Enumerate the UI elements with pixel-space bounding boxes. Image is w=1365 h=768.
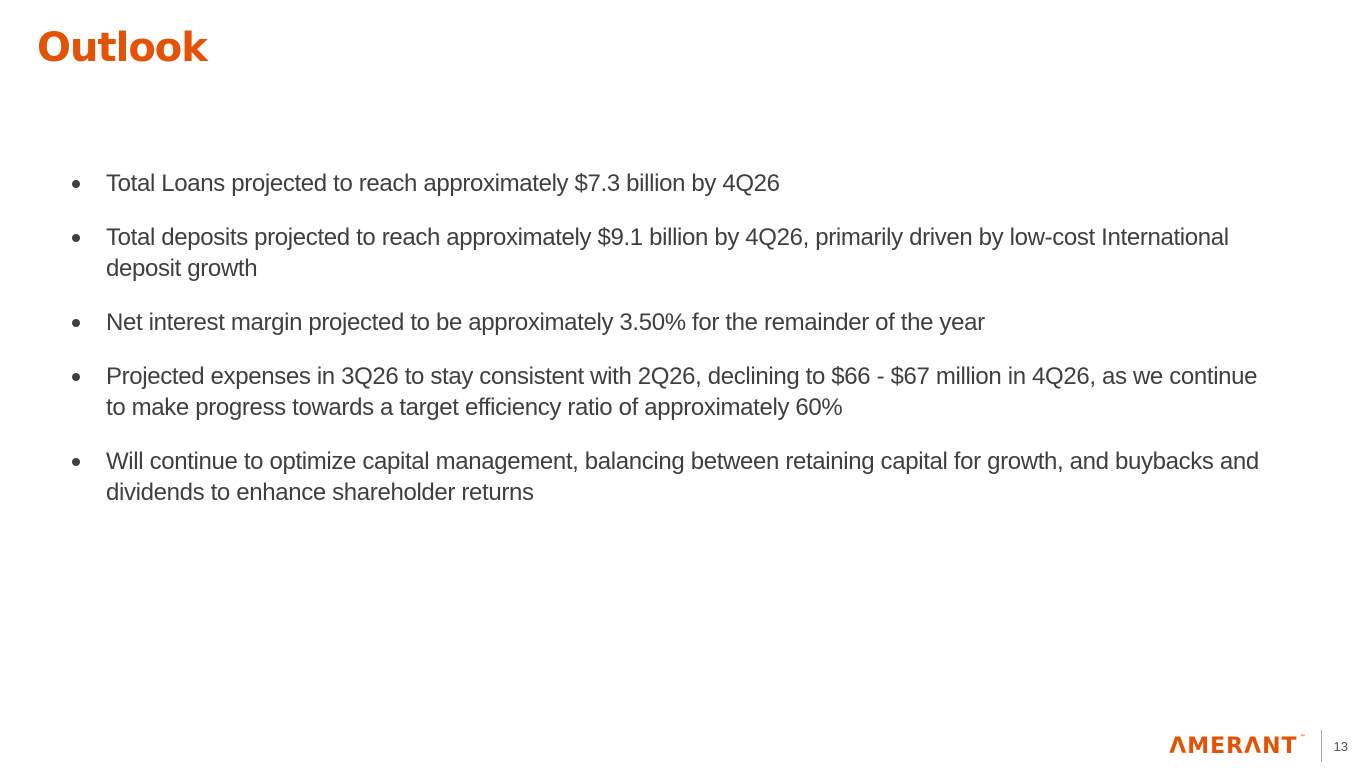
bullet-item bbox=[72, 222, 1272, 284]
bullet-dot-icon bbox=[72, 319, 80, 327]
bullet-text: Will continue to optimize capital management, balancing between retaining capital for growth, and buybacks and dividends to enhance shareholder returns bbox=[106, 448, 1259, 506]
bullet-item bbox=[72, 446, 1272, 508]
bullet-dot-icon bbox=[72, 180, 80, 188]
bullet-text: Projected expenses in 3Q26 to stay consistent with 2Q26, declining to $66 - $67 million in 4Q26, as we continue to make progress towards a target efficiency ratio of approximately 60% bbox=[106, 363, 1258, 421]
slide-title: Outlook bbox=[37, 25, 207, 71]
bullet-item bbox=[72, 361, 1272, 423]
bullet-text: Total deposits projected to reach approximately $9.1 billion by 4Q26, primarily driven by low-cost International deposit growth bbox=[106, 224, 1229, 282]
company-logo bbox=[1169, 734, 1306, 759]
page-number: 13 bbox=[1333, 738, 1348, 754]
slide-footer bbox=[1169, 730, 1348, 762]
bullet-list bbox=[72, 168, 1272, 531]
logo-wordmark: ΛMERΛNT bbox=[1169, 733, 1298, 759]
bullet-item bbox=[72, 307, 1272, 338]
bullet-dot-icon bbox=[72, 234, 80, 242]
trademark-mark: ™ bbox=[1299, 733, 1307, 741]
footer-divider bbox=[1321, 730, 1322, 762]
bullet-dot-icon bbox=[72, 373, 80, 381]
bullet-dot-icon bbox=[72, 458, 80, 466]
bullet-text: Total Loans projected to reach approximately $7.3 billion by 4Q26 bbox=[106, 170, 780, 197]
bullet-item bbox=[72, 168, 1272, 199]
bullet-text: Net interest margin projected to be approximately 3.50% for the remainder of the year bbox=[106, 309, 985, 336]
